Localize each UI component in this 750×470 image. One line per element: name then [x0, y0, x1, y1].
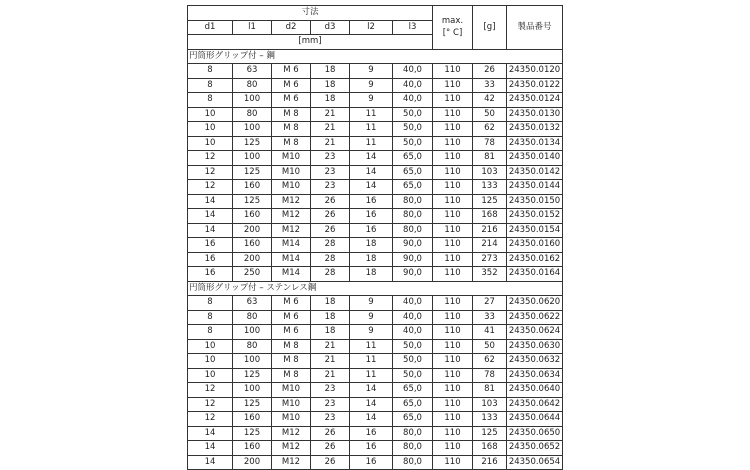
table-cell: 40,0: [393, 64, 433, 79]
table-cell: 110: [433, 93, 473, 108]
table-cell: 40,0: [393, 78, 433, 93]
table-cell: M 8: [272, 122, 311, 137]
table-cell: 50: [473, 107, 507, 122]
table-row: [188, 136, 563, 151]
table-cell: 16: [188, 267, 233, 282]
table-row: [188, 78, 563, 93]
table-cell: 65,0: [393, 412, 433, 427]
table-cell: 28: [311, 238, 350, 253]
table-cell: 160: [233, 238, 272, 253]
table-row: [188, 339, 563, 354]
table-cell: 80: [233, 310, 272, 325]
table-cell: 14: [188, 441, 233, 456]
table-cell: 80: [233, 107, 272, 122]
table-row: [188, 368, 563, 383]
table-cell: 63: [233, 296, 272, 311]
table-cell: M12: [272, 455, 311, 470]
table-row: [188, 209, 563, 224]
table-cell: 214: [473, 238, 507, 253]
table-cell: 33: [473, 78, 507, 93]
table-row: [188, 325, 563, 340]
table-cell: 110: [433, 64, 473, 79]
table-cell: 26: [311, 194, 350, 209]
table-cell: 21: [311, 354, 350, 369]
table-cell: 23: [311, 180, 350, 195]
table-cell: 65,0: [393, 165, 433, 180]
table-cell: 11: [350, 136, 393, 151]
part-number-header: 製品番号: [507, 6, 563, 50]
table-cell: 24350.0154: [507, 223, 563, 238]
table-cell: 110: [433, 296, 473, 311]
table-cell: M 8: [272, 368, 311, 383]
table-cell: 90,0: [393, 252, 433, 267]
table-cell: 24350.0120: [507, 64, 563, 79]
table-cell: 65,0: [393, 151, 433, 166]
section-row: [188, 49, 563, 64]
table-cell: 125: [233, 426, 272, 441]
table-cell: 21: [311, 136, 350, 151]
table-cell: M10: [272, 412, 311, 427]
table-cell: 24350.0152: [507, 209, 563, 224]
table-row: [188, 194, 563, 209]
table-cell: 100: [233, 151, 272, 166]
table-cell: 41: [473, 325, 507, 340]
table-cell: 24350.0630: [507, 339, 563, 354]
table-cell: 26: [311, 209, 350, 224]
table-cell: M 6: [272, 93, 311, 108]
table-cell: M14: [272, 252, 311, 267]
table-cell: 8: [188, 78, 233, 93]
table-cell: 8: [188, 64, 233, 79]
table-row: [188, 64, 563, 79]
table-cell: 23: [311, 383, 350, 398]
table-cell: 18: [311, 93, 350, 108]
table-row: [188, 397, 563, 412]
table-cell: M14: [272, 238, 311, 253]
table-cell: 10: [188, 107, 233, 122]
table-cell: 125: [233, 194, 272, 209]
table-cell: 16: [350, 194, 393, 209]
table-cell: 110: [433, 368, 473, 383]
dimensions-header: 寸法: [188, 6, 433, 21]
spec-table: [187, 5, 563, 470]
col-d2: d2: [272, 20, 311, 35]
table-cell: 125: [233, 136, 272, 151]
table-cell: 100: [233, 122, 272, 137]
table-cell: 24350.0642: [507, 397, 563, 412]
table-cell: 160: [233, 209, 272, 224]
table-cell: 24350.0650: [507, 426, 563, 441]
table-cell: 24350.0150: [507, 194, 563, 209]
table-cell: M14: [272, 267, 311, 282]
table-cell: 18: [350, 238, 393, 253]
table-cell: 24350.0162: [507, 252, 563, 267]
table-cell: M10: [272, 397, 311, 412]
table-row: [188, 93, 563, 108]
table-cell: 110: [433, 194, 473, 209]
table-row: [188, 412, 563, 427]
table-cell: 16: [350, 441, 393, 456]
table-cell: 23: [311, 151, 350, 166]
table-cell: 12: [188, 180, 233, 195]
table-cell: 110: [433, 180, 473, 195]
col-d1: d1: [188, 20, 233, 35]
section-title: 円筒形グリップ付 – ステンレス鋼: [188, 281, 563, 296]
table-cell: 50,0: [393, 136, 433, 151]
table-cell: 14: [350, 180, 393, 195]
table-cell: 110: [433, 136, 473, 151]
table-cell: 24350.0164: [507, 267, 563, 282]
table-cell: 26: [311, 223, 350, 238]
table-cell: 24350.0622: [507, 310, 563, 325]
table-cell: 110: [433, 267, 473, 282]
table-cell: M 6: [272, 78, 311, 93]
table-cell: 110: [433, 122, 473, 137]
table-cell: 21: [311, 107, 350, 122]
table-cell: 10: [188, 122, 233, 137]
table-cell: 200: [233, 455, 272, 470]
table-cell: 168: [473, 209, 507, 224]
table-cell: 14: [350, 151, 393, 166]
table-cell: 18: [350, 252, 393, 267]
table-cell: 110: [433, 397, 473, 412]
table-row: [188, 107, 563, 122]
col-l2: l2: [350, 20, 393, 35]
table-cell: 110: [433, 310, 473, 325]
table-cell: 24350.0632: [507, 354, 563, 369]
table-cell: 50,0: [393, 122, 433, 137]
table-cell: 11: [350, 354, 393, 369]
table-cell: 26: [311, 441, 350, 456]
table-cell: 90,0: [393, 238, 433, 253]
table-row: [188, 354, 563, 369]
table-cell: M12: [272, 209, 311, 224]
table-cell: 80,0: [393, 223, 433, 238]
table-cell: 11: [350, 368, 393, 383]
table-cell: 110: [433, 426, 473, 441]
unit-header: [mm]: [188, 35, 433, 50]
table-cell: 18: [311, 78, 350, 93]
table-cell: 110: [433, 223, 473, 238]
table-cell: 125: [473, 194, 507, 209]
table-cell: 78: [473, 136, 507, 151]
table-cell: 9: [350, 64, 393, 79]
table-cell: 14: [188, 455, 233, 470]
table-cell: 14: [188, 223, 233, 238]
col-d3: d3: [311, 20, 350, 35]
table-cell: 81: [473, 383, 507, 398]
table-cell: 24350.0124: [507, 93, 563, 108]
table-cell: 168: [473, 441, 507, 456]
table-cell: 40,0: [393, 325, 433, 340]
table-cell: 65,0: [393, 397, 433, 412]
table-cell: 16: [350, 223, 393, 238]
table-cell: 80: [233, 339, 272, 354]
section-row: [188, 281, 563, 296]
table-cell: 33: [473, 310, 507, 325]
table-cell: 250: [233, 267, 272, 282]
table-cell: 18: [311, 296, 350, 311]
table-cell: M 8: [272, 354, 311, 369]
table-cell: 26: [311, 455, 350, 470]
table-cell: 133: [473, 412, 507, 427]
table-cell: M10: [272, 151, 311, 166]
table-cell: 21: [311, 122, 350, 137]
table-cell: 24350.0160: [507, 238, 563, 253]
table-cell: 16: [350, 209, 393, 224]
table-cell: 26: [473, 64, 507, 79]
table-cell: 14: [188, 194, 233, 209]
table-cell: 80,0: [393, 441, 433, 456]
table-cell: 24350.0122: [507, 78, 563, 93]
table-cell: 18: [311, 325, 350, 340]
table-row: [188, 180, 563, 195]
table-cell: 110: [433, 441, 473, 456]
table-cell: 21: [311, 339, 350, 354]
table-cell: 216: [473, 455, 507, 470]
table-cell: 65,0: [393, 383, 433, 398]
table-cell: 40,0: [393, 296, 433, 311]
table-cell: 12: [188, 412, 233, 427]
table-cell: M 8: [272, 136, 311, 151]
table-cell: M10: [272, 165, 311, 180]
table-cell: 110: [433, 412, 473, 427]
table-cell: 50,0: [393, 354, 433, 369]
table-cell: M 8: [272, 339, 311, 354]
table-cell: 133: [473, 180, 507, 195]
table-cell: 14: [188, 209, 233, 224]
table-cell: M10: [272, 180, 311, 195]
table-cell: 26: [311, 426, 350, 441]
table-cell: M 6: [272, 296, 311, 311]
table-cell: 11: [350, 107, 393, 122]
table-cell: 23: [311, 165, 350, 180]
table-cell: 24350.0134: [507, 136, 563, 151]
table-cell: 110: [433, 354, 473, 369]
table-row: [188, 122, 563, 137]
table-cell: 16: [350, 426, 393, 441]
table-cell: 14: [350, 397, 393, 412]
table-cell: 12: [188, 165, 233, 180]
table-cell: 110: [433, 209, 473, 224]
table-cell: 24350.0142: [507, 165, 563, 180]
table-cell: 110: [433, 455, 473, 470]
table-row: [188, 223, 563, 238]
table-cell: M 8: [272, 107, 311, 122]
table-cell: 103: [473, 165, 507, 180]
table-cell: 110: [433, 238, 473, 253]
table-cell: 78: [473, 368, 507, 383]
table-cell: M12: [272, 426, 311, 441]
table-cell: 273: [473, 252, 507, 267]
table-cell: 16: [188, 252, 233, 267]
table-cell: 18: [350, 267, 393, 282]
weight-header: [g]: [473, 6, 507, 50]
table-cell: M 6: [272, 310, 311, 325]
table-cell: 14: [188, 426, 233, 441]
table-cell: 24350.0634: [507, 368, 563, 383]
section-title: 円筒形グリップ付 – 鋼: [188, 49, 563, 64]
max-temp-unit: [° C]: [442, 28, 463, 39]
table-cell: 110: [433, 165, 473, 180]
table-cell: 12: [188, 397, 233, 412]
table-cell: 14: [350, 412, 393, 427]
table-cell: 24350.0140: [507, 151, 563, 166]
table-cell: 9: [350, 296, 393, 311]
table-cell: 12: [188, 151, 233, 166]
table-cell: 24350.0144: [507, 180, 563, 195]
table-cell: 8: [188, 310, 233, 325]
table-row: [188, 441, 563, 456]
table-cell: 110: [433, 383, 473, 398]
table-cell: 110: [433, 78, 473, 93]
table-cell: 110: [433, 325, 473, 340]
table-cell: 11: [350, 122, 393, 137]
table-cell: 80,0: [393, 209, 433, 224]
table-cell: 110: [433, 339, 473, 354]
table-cell: 16: [188, 238, 233, 253]
table-cell: 40,0: [393, 93, 433, 108]
max-temp-label: max.: [441, 16, 464, 27]
table-cell: 24350.0132: [507, 122, 563, 137]
table-cell: 10: [188, 354, 233, 369]
table-cell: 11: [350, 339, 393, 354]
table-cell: 100: [233, 383, 272, 398]
table-cell: 80,0: [393, 426, 433, 441]
table-cell: 9: [350, 93, 393, 108]
table-cell: 100: [233, 325, 272, 340]
table-cell: 352: [473, 267, 507, 282]
table-cell: 10: [188, 368, 233, 383]
header-row-1: [188, 6, 563, 21]
table-cell: M12: [272, 223, 311, 238]
table-cell: 50,0: [393, 107, 433, 122]
table-cell: 24350.0640: [507, 383, 563, 398]
table-cell: 62: [473, 354, 507, 369]
table-cell: 40,0: [393, 310, 433, 325]
table-cell: 24350.0654: [507, 455, 563, 470]
table-row: [188, 238, 563, 253]
table-cell: M 6: [272, 325, 311, 340]
table-row: [188, 151, 563, 166]
table-cell: M12: [272, 194, 311, 209]
table-row: [188, 252, 563, 267]
col-l1: l1: [233, 20, 272, 35]
table-cell: 42: [473, 93, 507, 108]
table-row: [188, 310, 563, 325]
table-cell: M10: [272, 383, 311, 398]
table-cell: 125: [233, 165, 272, 180]
table-row: [188, 455, 563, 470]
table-cell: M12: [272, 441, 311, 456]
table-cell: 50,0: [393, 339, 433, 354]
table-cell: 23: [311, 397, 350, 412]
table-cell: 103: [473, 397, 507, 412]
table-cell: 65,0: [393, 180, 433, 195]
table-cell: 24350.0620: [507, 296, 563, 311]
table-cell: 50: [473, 339, 507, 354]
table-cell: 110: [433, 151, 473, 166]
table-cell: 21: [311, 368, 350, 383]
table-cell: 8: [188, 296, 233, 311]
table-cell: 28: [311, 252, 350, 267]
table-cell: 80,0: [393, 194, 433, 209]
max-temp-header: [433, 6, 473, 50]
table-cell: M 6: [272, 64, 311, 79]
table-cell: 90,0: [393, 267, 433, 282]
table-cell: 9: [350, 310, 393, 325]
table-cell: 9: [350, 78, 393, 93]
table-cell: 200: [233, 223, 272, 238]
table-cell: 62: [473, 122, 507, 137]
table-cell: 125: [233, 368, 272, 383]
table-row: [188, 426, 563, 441]
col-l3: l3: [393, 20, 433, 35]
table-cell: 160: [233, 441, 272, 456]
table-cell: 160: [233, 412, 272, 427]
table-row: [188, 383, 563, 398]
table-cell: 81: [473, 151, 507, 166]
table-cell: 18: [311, 310, 350, 325]
table-row: [188, 267, 563, 282]
table-cell: 12: [188, 383, 233, 398]
table-cell: 80: [233, 78, 272, 93]
table-cell: 200: [233, 252, 272, 267]
table-cell: 27: [473, 296, 507, 311]
table-row: [188, 165, 563, 180]
table-cell: 24350.0652: [507, 441, 563, 456]
table-cell: 125: [473, 426, 507, 441]
table-cell: 8: [188, 93, 233, 108]
table-cell: 24350.0624: [507, 325, 563, 340]
table-cell: 10: [188, 339, 233, 354]
table-cell: 125: [233, 397, 272, 412]
table-cell: 10: [188, 136, 233, 151]
table-cell: 24350.0130: [507, 107, 563, 122]
table-cell: 110: [433, 107, 473, 122]
table-cell: 80,0: [393, 455, 433, 470]
table-row: [188, 296, 563, 311]
table-cell: 18: [311, 64, 350, 79]
table-cell: 16: [350, 455, 393, 470]
table-cell: 9: [350, 325, 393, 340]
table-cell: 160: [233, 180, 272, 195]
table-cell: 14: [350, 383, 393, 398]
table-cell: 28: [311, 267, 350, 282]
table-cell: 24350.0644: [507, 412, 563, 427]
table-cell: 100: [233, 93, 272, 108]
table-cell: 50,0: [393, 368, 433, 383]
table-cell: 63: [233, 64, 272, 79]
table-cell: 14: [350, 165, 393, 180]
table-cell: 110: [433, 252, 473, 267]
table-cell: 8: [188, 325, 233, 340]
table-cell: 23: [311, 412, 350, 427]
table-cell: 216: [473, 223, 507, 238]
table-cell: 100: [233, 354, 272, 369]
